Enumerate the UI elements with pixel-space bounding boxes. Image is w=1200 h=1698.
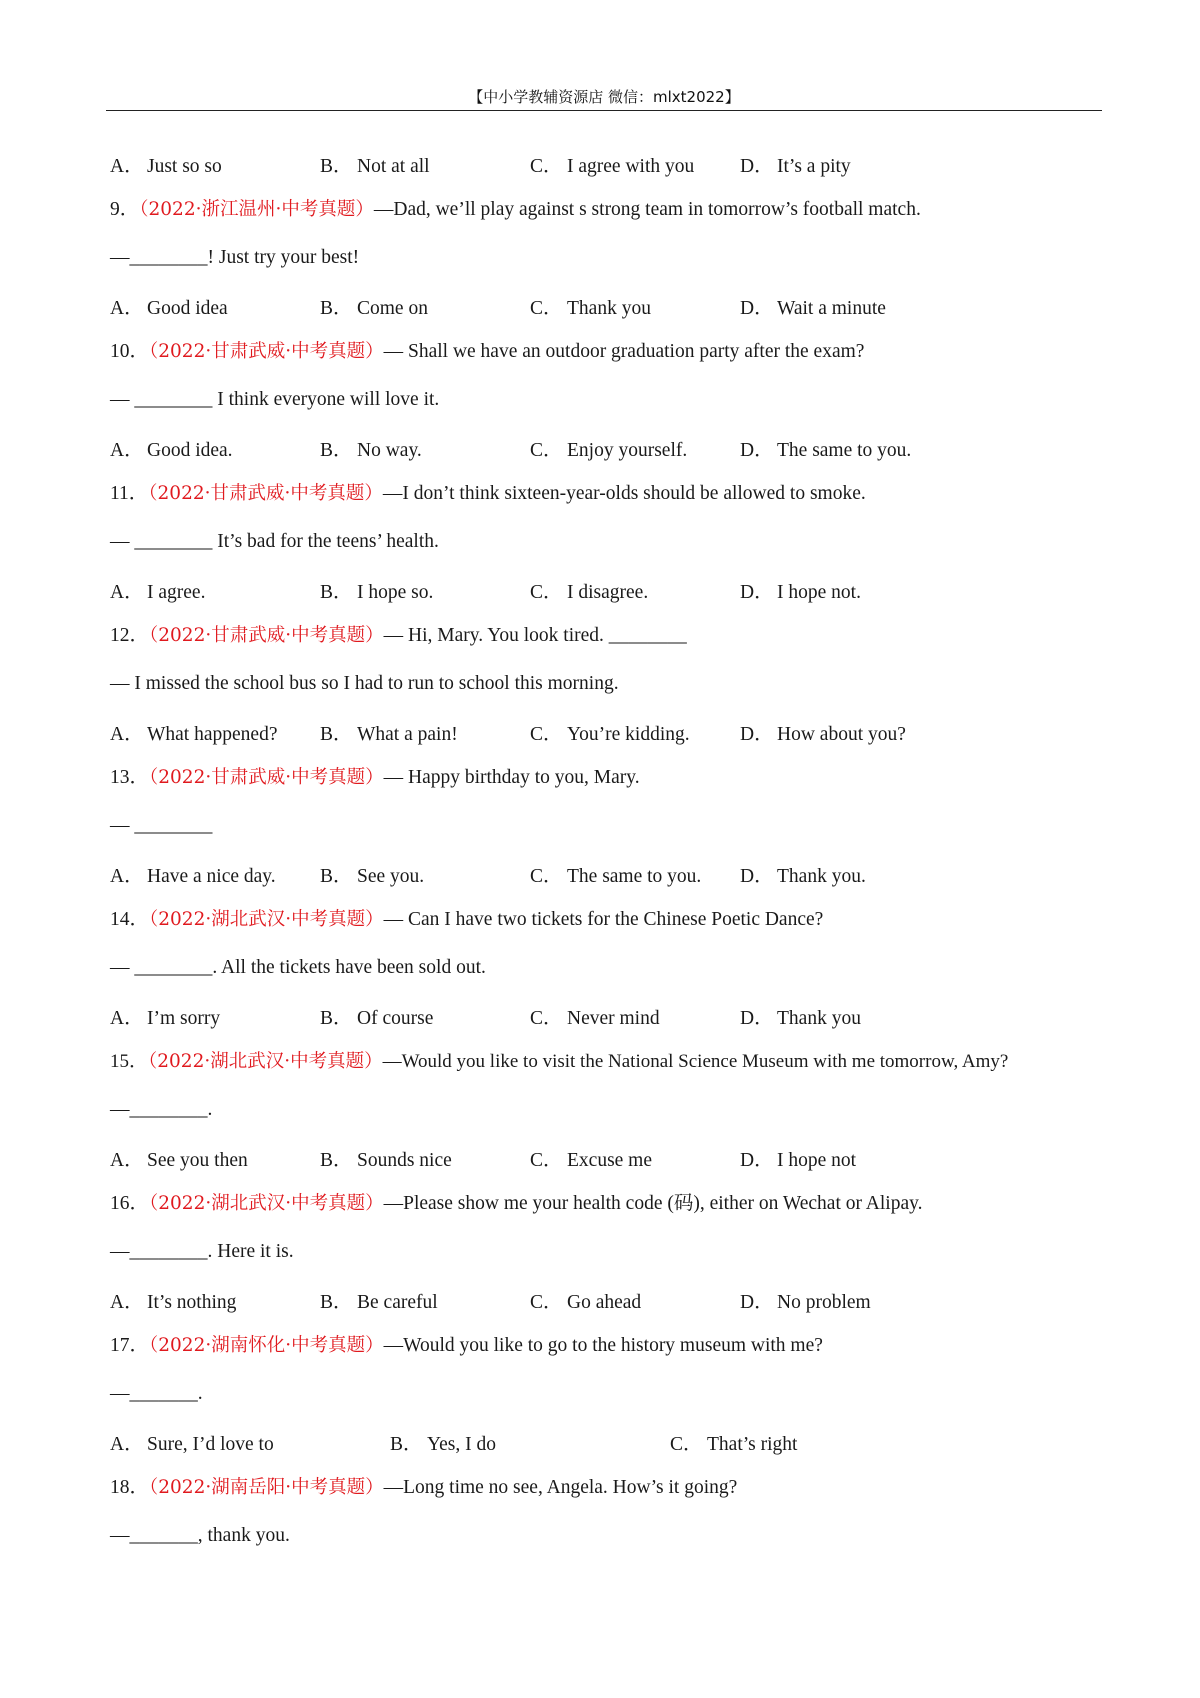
option-text: Wait a minute (777, 298, 886, 319)
option-letter: C． (530, 156, 563, 177)
option-text: See you. (357, 866, 425, 887)
question-number: 10． (110, 341, 150, 362)
option-letter: B． (320, 866, 353, 887)
question-source: （2022·湖北武汉·中考真题） (148, 1051, 383, 1072)
option-text: I agree with you (567, 156, 695, 177)
question-text: — Can I have two tickets for the Chinese Poetic Dance? (383, 909, 824, 930)
question-10-options (110, 439, 1110, 463)
option-letter: D． (740, 724, 774, 745)
option-c[interactable] (530, 581, 648, 605)
option-letter: A． (110, 1008, 144, 1029)
option-letter: C． (530, 724, 563, 745)
option-text: I disagree. (567, 582, 649, 603)
option-text: See you then (147, 1150, 248, 1171)
option-text: I’m sorry (147, 1008, 221, 1029)
question-9-prompt (110, 198, 921, 222)
question-text: — Shall we have an outdoor graduation party after the exam? (383, 341, 865, 362)
option-text: Be careful (357, 1292, 438, 1313)
option-d[interactable] (740, 581, 861, 605)
question-16-prompt (110, 1192, 922, 1216)
option-letter: A． (110, 298, 144, 319)
option-text: Excuse me (567, 1150, 653, 1171)
option-letter: A． (110, 582, 144, 603)
option-c[interactable] (530, 1007, 660, 1031)
question-14-options (110, 1007, 1110, 1031)
option-letter: D． (740, 1150, 774, 1171)
question-17-prompt (110, 1334, 823, 1358)
question-17-options (110, 1433, 1110, 1457)
option-letter: B． (320, 298, 353, 319)
question-number: 17． (110, 1335, 150, 1356)
option-text: The same to you. (777, 440, 912, 461)
question-number: 12． (110, 625, 150, 646)
option-text: Go ahead (567, 1292, 642, 1313)
option-text: Come on (357, 298, 428, 319)
option-a[interactable] (110, 581, 205, 605)
option-a[interactable] (110, 723, 277, 747)
option-text: Have a nice day. (147, 866, 276, 887)
question-number: 13． (110, 767, 150, 788)
question-text: —I don’t think sixteen-year-olds should be allowed to smoke. (382, 483, 866, 504)
question-12-prompt (110, 624, 687, 648)
option-text: Yes, I do (427, 1434, 496, 1455)
question-source: （2022·湖北武汉·中考真题） (149, 909, 384, 930)
option-text: I hope not. (777, 582, 861, 603)
option-d[interactable] (740, 723, 906, 747)
option-b[interactable] (320, 581, 433, 605)
option-a[interactable] (110, 1291, 236, 1315)
option-b[interactable] (320, 865, 424, 889)
question-18-reply: —_______, thank you. (110, 1525, 290, 1546)
question-11-prompt (110, 482, 866, 506)
option-d[interactable] (740, 865, 866, 889)
option-b[interactable] (390, 1433, 496, 1457)
question-14-reply: — ________. All the tickets have been sold out. (110, 957, 486, 978)
question-10-prompt (110, 340, 864, 364)
option-letter: C． (530, 440, 563, 461)
options-row-prev (110, 155, 1110, 179)
option-c[interactable] (530, 1149, 652, 1173)
question-source: （2022·甘肃武威·中考真题） (149, 767, 384, 788)
option-c[interactable] (530, 865, 701, 889)
question-10-reply: — ________ I think everyone will love it. (110, 389, 440, 410)
option-text: What a pain! (357, 724, 458, 745)
option-a[interactable] (110, 297, 228, 321)
option-a[interactable] (110, 1433, 274, 1457)
option-letter: B． (320, 724, 353, 745)
option-letter: C． (530, 582, 563, 603)
option-b[interactable] (320, 1291, 438, 1315)
page-header: 【中小学教辅资源店 微信：mlxt2022】 (468, 88, 740, 106)
question-17-reply: —_______. (110, 1383, 203, 1404)
option-d[interactable] (740, 439, 911, 463)
question-number: 18． (110, 1477, 150, 1498)
question-source: （2022·浙江温州·中考真题） (139, 199, 374, 220)
option-text: Not at all (357, 156, 430, 177)
option-c[interactable] (530, 723, 690, 747)
question-12-reply: — I missed the school bus so I had to run to school this morning. (110, 673, 619, 694)
option-text: Good idea (147, 298, 228, 319)
question-18-prompt (110, 1476, 737, 1500)
question-12-options (110, 723, 1110, 747)
option-a[interactable] (110, 865, 276, 889)
question-source: （2022·湖北武汉·中考真题） (149, 1193, 384, 1214)
option-text: Sure, I’d love to (147, 1434, 274, 1455)
option-letter: B． (320, 1292, 353, 1313)
question-9-options (110, 297, 1110, 321)
option-b[interactable] (320, 1007, 433, 1031)
question-source: （2022·湖南怀化·中考真题） (149, 1335, 384, 1356)
question-number: 14． (110, 909, 150, 930)
option-text: Sounds nice (357, 1150, 452, 1171)
option-letter: B． (320, 1150, 353, 1171)
question-16-options (110, 1291, 1110, 1315)
option-b[interactable] (320, 1149, 452, 1173)
option-letter: B． (320, 582, 353, 603)
option-letter: A． (110, 440, 144, 461)
option-letter: D． (740, 156, 774, 177)
option-letter: B． (320, 1008, 353, 1029)
question-text: —Would you like to visit the National Science Museum with me tomorrow, Amy? (382, 1051, 1009, 1072)
option-text: I hope not (777, 1150, 857, 1171)
option-letter: B． (390, 1434, 423, 1455)
question-text: —Please show me your health code (码), either on Wechat or Alipay. (383, 1193, 923, 1214)
question-number: 11． (110, 483, 149, 504)
option-letter: C． (530, 1008, 563, 1029)
question-14-prompt (110, 908, 823, 932)
question-16-reply: —________. Here it is. (110, 1241, 294, 1262)
option-text: No problem (777, 1292, 871, 1313)
option-text: Just so so (147, 156, 222, 177)
option-text: It’s nothing (147, 1292, 237, 1313)
question-source: （2022·甘肃武威·中考真题） (148, 483, 383, 504)
option-letter: A． (110, 1150, 144, 1171)
question-number: 9． (110, 199, 140, 220)
option-c[interactable] (530, 155, 694, 179)
option-letter: A． (110, 1292, 144, 1313)
option-text: That’s right (707, 1434, 798, 1455)
question-13-reply: — ________ (110, 815, 213, 836)
option-letter: C． (530, 1150, 563, 1171)
option-letter: D． (740, 298, 774, 319)
option-text: I hope so. (357, 582, 434, 603)
header-divider (106, 110, 1102, 111)
question-text: —Dad, we’ll play against s strong team in tomorrow’s football match. (373, 199, 921, 220)
option-b[interactable] (320, 155, 430, 179)
option-letter: D． (740, 1008, 774, 1029)
option-text: The same to you. (567, 866, 702, 887)
option-text: What happened? (147, 724, 278, 745)
question-number: 16． (110, 1193, 150, 1214)
option-text: I agree. (147, 582, 206, 603)
option-c[interactable] (530, 297, 651, 321)
option-c[interactable] (530, 439, 687, 463)
option-letter: A． (110, 866, 144, 887)
question-15-prompt (110, 1050, 1008, 1074)
option-letter: C． (670, 1434, 703, 1455)
option-b[interactable] (320, 297, 428, 321)
option-letter: D． (740, 582, 774, 603)
option-text: Thank you. (777, 866, 866, 887)
question-11-reply: — ________ It’s bad for the teens’ health. (110, 531, 439, 552)
option-a[interactable] (110, 1007, 220, 1031)
option-d[interactable] (740, 297, 886, 321)
option-d[interactable] (740, 1149, 856, 1173)
question-source: （2022·湖南岳阳·中考真题） (149, 1477, 384, 1498)
question-text: —Long time no see, Angela. How’s it going? (383, 1477, 738, 1498)
option-letter: C． (530, 298, 563, 319)
question-9-reply: —________! Just try your best! (110, 247, 360, 268)
option-letter: A． (110, 156, 144, 177)
option-letter: D． (740, 866, 774, 887)
option-d[interactable] (740, 155, 851, 179)
question-15-reply: —________. (110, 1099, 213, 1120)
option-b[interactable] (320, 439, 422, 463)
option-letter: A． (110, 1434, 144, 1455)
question-13-options (110, 865, 1110, 889)
option-a[interactable] (110, 1149, 248, 1173)
option-c[interactable] (670, 1433, 797, 1457)
option-text: Enjoy yourself. (567, 440, 688, 461)
option-text: No way. (357, 440, 422, 461)
option-text: How about you? (777, 724, 906, 745)
option-text: Never mind (567, 1008, 660, 1029)
question-15-options (110, 1149, 1110, 1173)
question-source: （2022·甘肃武威·中考真题） (149, 341, 384, 362)
option-a[interactable] (110, 439, 233, 463)
option-letter: C． (530, 866, 563, 887)
option-c[interactable] (530, 1291, 641, 1315)
question-13-prompt (110, 766, 640, 790)
option-a[interactable] (110, 155, 222, 179)
option-text: Thank you (567, 298, 651, 319)
question-source: （2022·甘肃武威·中考真题） (149, 625, 384, 646)
option-letter: A． (110, 724, 144, 745)
option-d[interactable] (740, 1007, 861, 1031)
question-number: 15． (110, 1051, 149, 1072)
option-letter: D． (740, 1292, 774, 1313)
option-text: It’s a pity (777, 156, 851, 177)
question-text: —Would you like to go to the history museum with me? (383, 1335, 823, 1356)
option-letter: B． (320, 440, 353, 461)
question-11-options (110, 581, 1110, 605)
option-letter: C． (530, 1292, 563, 1313)
option-letter: B． (320, 156, 353, 177)
option-letter: D． (740, 440, 774, 461)
option-b[interactable] (320, 723, 458, 747)
option-text: Of course (357, 1008, 434, 1029)
question-text: — Happy birthday to you, Mary. (383, 767, 640, 788)
option-d[interactable] (740, 1291, 871, 1315)
option-text: You’re kidding. (567, 724, 690, 745)
option-text: Good idea. (147, 440, 233, 461)
option-text: Thank you (777, 1008, 861, 1029)
question-text: — Hi, Mary. You look tired. ________ (383, 625, 687, 646)
